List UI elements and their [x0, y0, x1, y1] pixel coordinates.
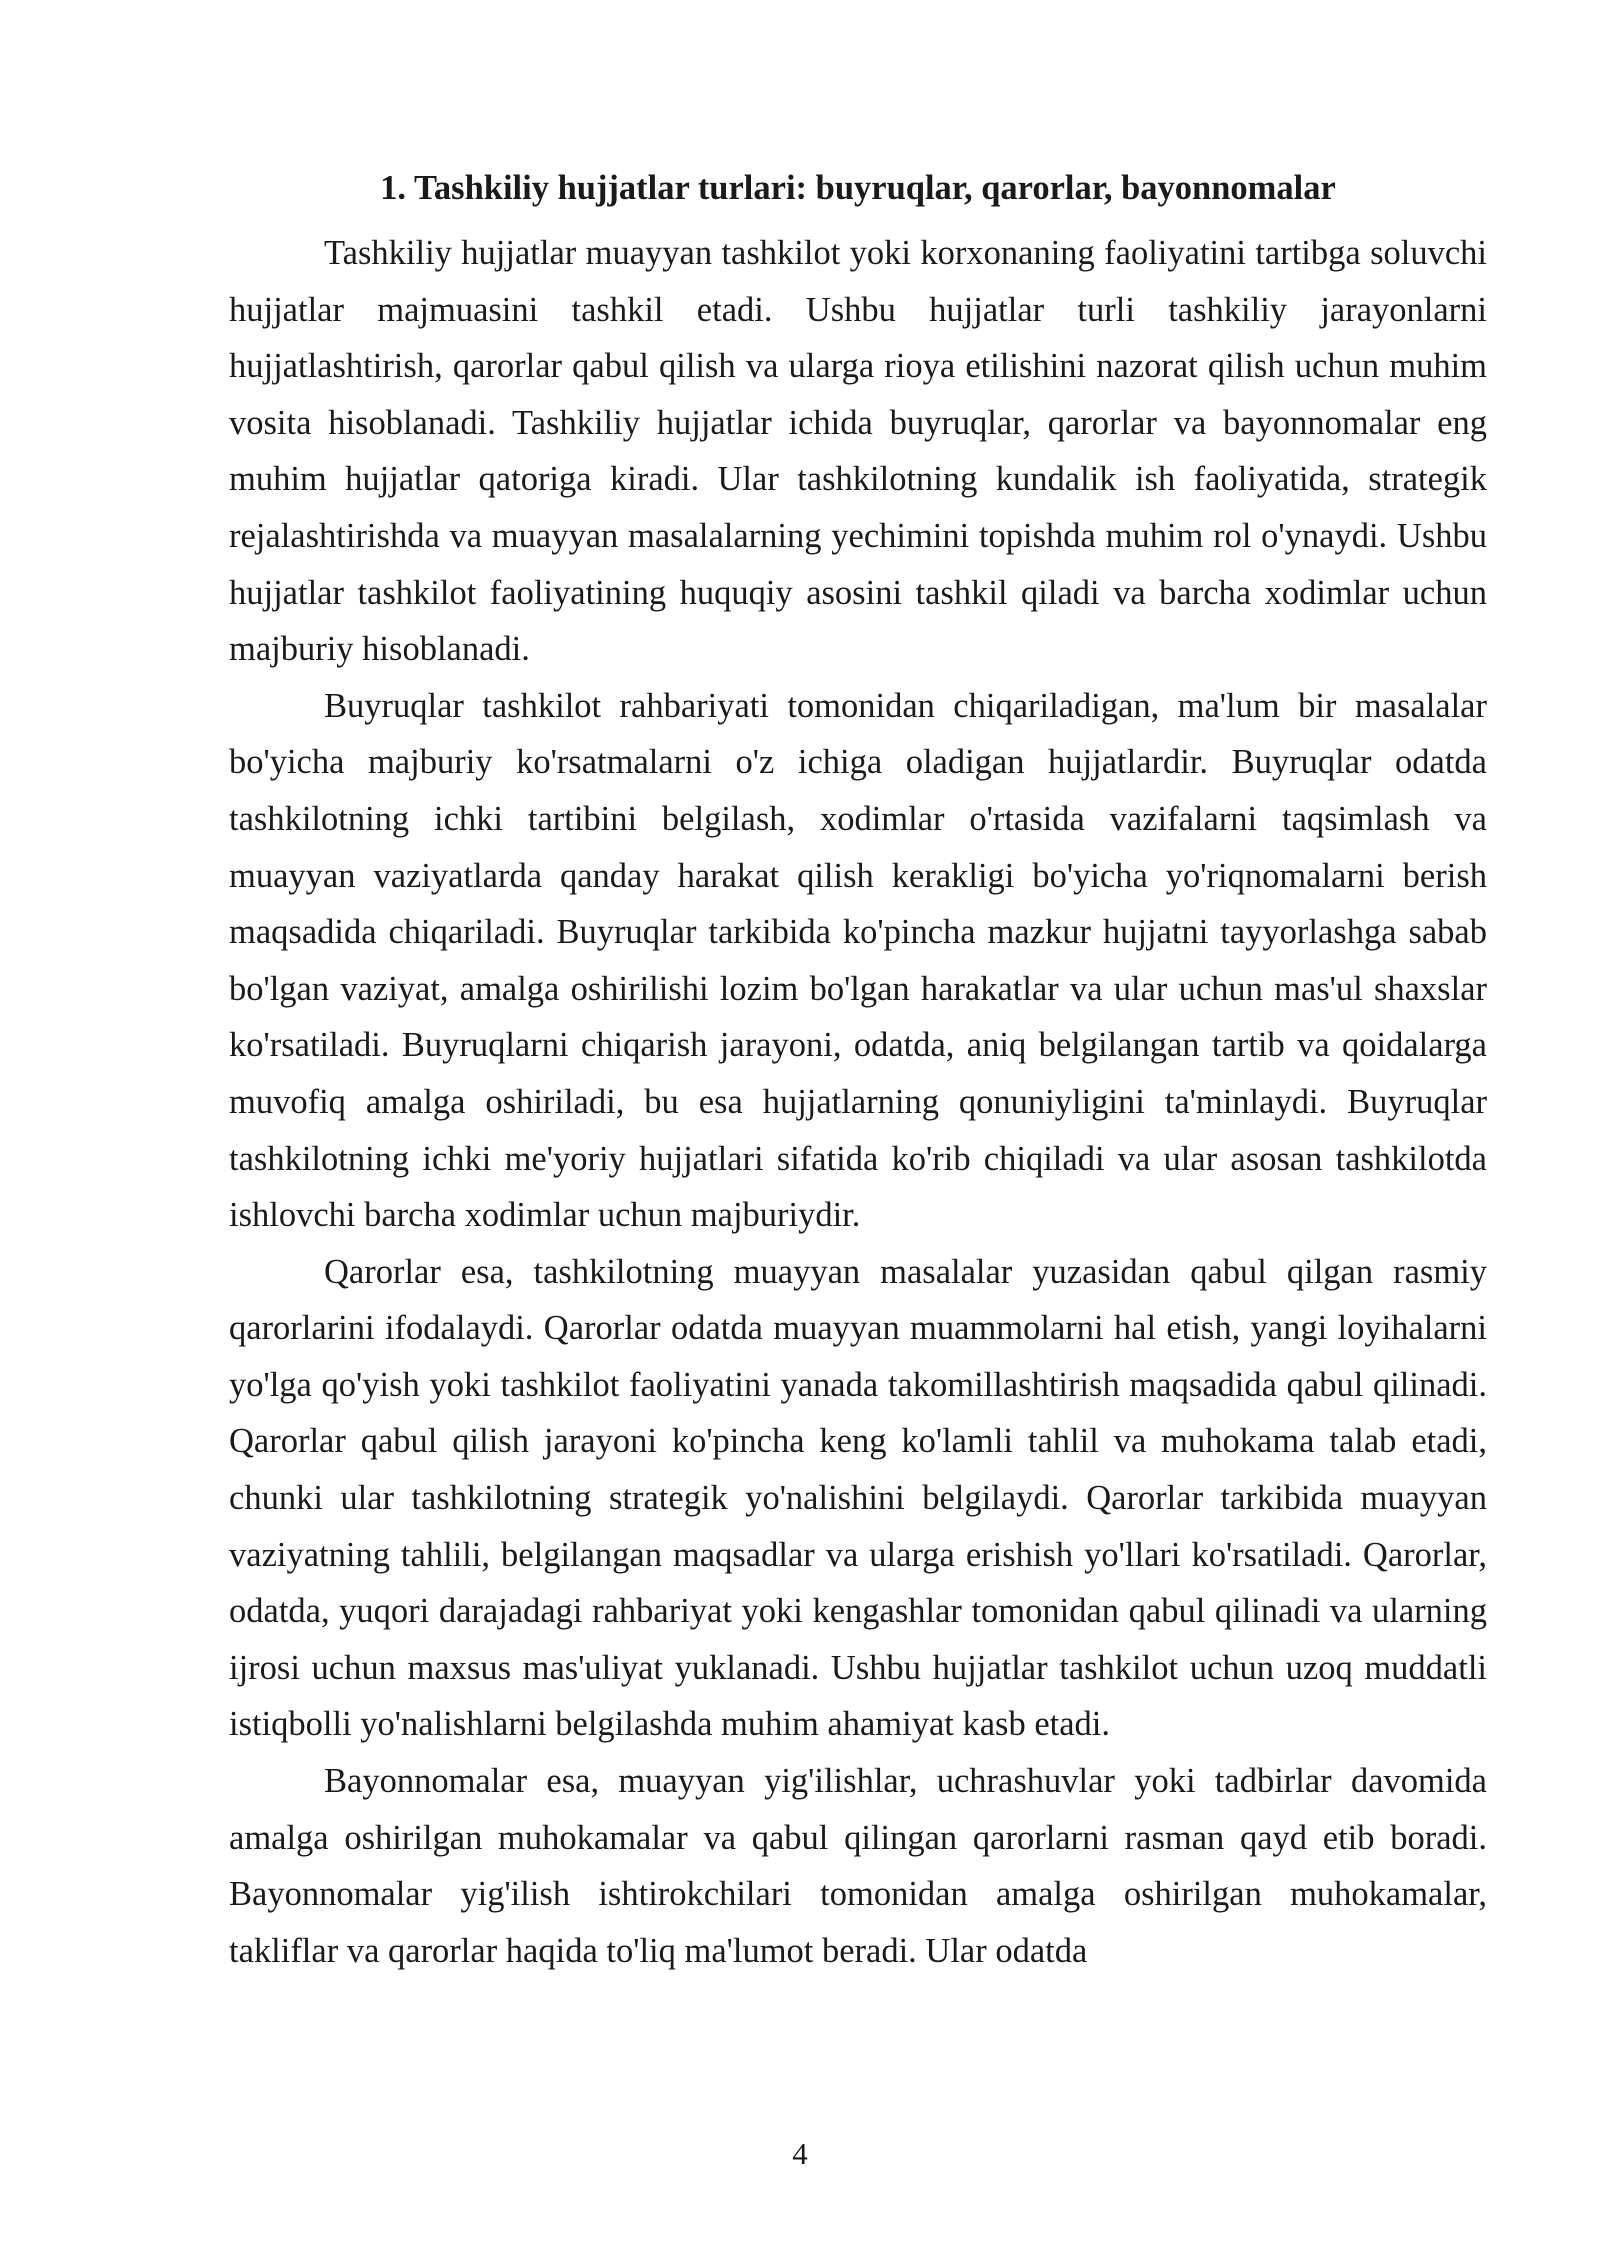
paragraph-intro: Tashkiliy hujjatlar muayyan tashkilot yoki korxonaning faoliyatini tartibga soluvchi hujjatlar majmuasini tashkil etadi. Ushbu hujjatlar turli tashkiliy jarayonlarni hujjatlashtirish, qarorlar qabul qilish va ularga rioya etilishini nazorat qilish uchun muhim vosita hisoblanadi. Tashkiliy hujjatlar ichida buyruqlar, qarorlar va bayonnomalar eng muhim hujjatlar qatoriga kiradi. Ular tashkilotning kundalik ish faoliyatida, strategik rejalashtirishda va muayyan masalalarning yechimini topishda muhim rol o'ynaydi. Ushbu hujjatlar tashkilot faoliyatining huquqiy asosini tashkil qiladi va barcha xodimlar uchun majburiy hisoblanadi.: [229, 234, 1487, 669]
page-number: 4: [792, 2136, 808, 2171]
page-body: [229, 165, 1487, 1979]
section-heading: 1. Tashkiliy hujjatlar turlari: buyruqlar, qarorlar, bayonnomalar: [380, 169, 1336, 207]
paragraph-buyruqlar: Buyruqlar tashkilot rahbariyati tomonidan chiqariladigan, ma'lum bir masalalar bo'yicha majburiy ko'rsatmalarni o'z ichiga oladigan hujjatlardir. Buyruqlar odatda tashkilotning ichki tartibini belgilash, xodimlar o'rtasida vazifalarni taqsimlash va muayyan vaziyatlarda qanday harakat qilish kerakligi bo'yicha yo'riqnomalarni berish maqsadida chiqariladi. Buyruqlar tarkibida ko'pincha mazkur hujjatni tayyorlashga sabab bo'lgan vaziyat, amalga oshirilishi lozim bo'lgan harakatlar va ular uchun mas'ul shaxslar ko'rsatiladi. Buyruqlarni chiqarish jarayoni, odatda, aniq belgilangan tartib va qoidalarga muvofiq amalga oshiriladi, bu esa hujjatlarning qonuniyligini ta'minlaydi. Buyruqlar tashkilotning ichki me'yoriy hujjatlari sifatida ko'rib chiqiladi va ular asosan tashkilotda ishlovchi barcha xodimlar uchun majburiydir.: [229, 686, 1487, 1235]
paragraph-qarorlar: Qarorlar esa, tashkilotning muayyan masalalar yuzasidan qabul qilgan rasmiy qarorlarini ifodalaydi. Qarorlar odatda muayyan muammolarni hal etish, yangi loyihalarni yo'lga qo'yish yoki tashkilot faoliyatini yanada takomillashtirish maqsadida qabul qilinadi. Qarorlar qabul qilish jarayoni ko'pincha keng ko'lamli tahlil va muhokama talab etadi, chunki ular tashkilotning strategik yo'nalishini belgilaydi. Qarorlar tarkibida muayyan vaziyatning tahlili, belgilangan maqsadlar va ularga erishish yo'llari ko'rsatiladi. Qarorlar, odatda, yuqori darajadagi rahbariyat yoki kengashlar tomonidan qabul qilinadi va ularning ijrosi uchun maxsus mas'uliyat yuklanadi. Ushbu hujjatlar tashkilot uchun uzoq muddatli istiqbolli yo'nalishlarni belgilashda muhim ahamiyat kasb etadi.: [229, 1252, 1487, 1744]
paragraph-bayonnomalar: Bayonnomalar esa, muayyan yig'ilishlar, uchrashuvlar yoki tadbirlar davomida amalga oshirilgan muhokamalar va qabul qilingan qarorlarni rasman qayd etib boradi. Bayonnomalar yig'ilish ishtirokchilari tomonidan amalga oshirilgan muhokamalar, takliflar va qarorlar haqida to'liq ma'lumot beradi. Ular odatda: [229, 1762, 1487, 1970]
